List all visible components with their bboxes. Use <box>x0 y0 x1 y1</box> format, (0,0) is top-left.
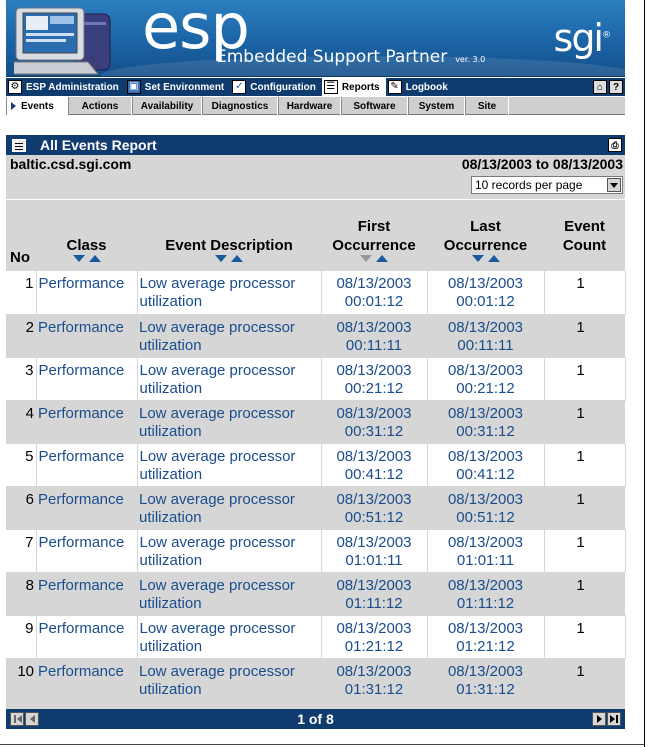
first-occurrence-time: 00:51:12 <box>344 508 404 526</box>
esp-tagline <box>216 47 485 67</box>
sort-ascending-icon[interactable] <box>488 255 500 262</box>
event-class-link[interactable]: Performance <box>36 271 137 314</box>
table-row <box>6 271 625 314</box>
report-titlebar <box>6 135 625 155</box>
nav-esp-administration[interactable] <box>6 78 125 96</box>
column-first-occurrence <box>321 200 427 271</box>
print-icon[interactable]: ⎙ <box>608 138 622 152</box>
first-occurrence-date: 08/13/2003 <box>336 275 412 292</box>
event-class-link[interactable]: Performance <box>36 443 137 486</box>
event-count: 1 <box>544 443 625 486</box>
table-row <box>6 443 625 486</box>
column-description-label: Event Description <box>165 237 293 254</box>
last-occurrence-date: 08/13/2003 <box>447 275 524 292</box>
last-occurrence-date: 08/13/2003 <box>447 404 524 422</box>
event-class-link[interactable]: Performance <box>36 529 137 572</box>
date-range: 08/13/2003 to 08/13/2003 <box>461 156 623 172</box>
event-description-line-2: utilization <box>139 422 202 440</box>
first-occurrence-date: 08/13/2003 <box>336 318 412 336</box>
last-occurrence-link[interactable] <box>427 357 544 400</box>
column-last-occurrence <box>427 200 544 271</box>
first-occurrence-time: 01:11:12 <box>345 594 403 612</box>
event-class-link[interactable]: Performance <box>36 615 137 658</box>
event-class-link[interactable]: Performance <box>36 486 137 529</box>
tab-system[interactable]: System <box>408 97 465 115</box>
first-occurrence-link[interactable] <box>321 529 427 572</box>
first-page-button[interactable] <box>10 712 24 726</box>
event-description-link[interactable] <box>137 572 321 615</box>
event-description-line-2: utilization <box>139 594 202 612</box>
checkmark-icon: ✓ <box>232 80 246 94</box>
column-count-label-1: Event <box>564 218 605 235</box>
first-occurrence-link[interactable] <box>321 615 427 658</box>
column-first-label-1: First <box>357 218 391 235</box>
chevron-down-icon[interactable] <box>607 178 621 192</box>
event-count: 1 <box>544 400 625 443</box>
table-header-row <box>6 200 625 271</box>
event-count: 1 <box>544 615 625 658</box>
row-number: 1 <box>6 271 36 314</box>
event-count: 1 <box>544 271 625 314</box>
first-occurrence-date: 08/13/2003 <box>336 447 412 465</box>
description-sort-controls <box>137 255 321 267</box>
event-description-line-1: Low average processor <box>139 404 295 422</box>
table-row <box>6 486 625 529</box>
last-occurrence-time: 00:51:12 <box>456 508 515 526</box>
row-number: 4 <box>6 400 36 443</box>
nav-reports[interactable] <box>322 78 386 96</box>
sort-ascending-icon[interactable] <box>89 255 101 262</box>
column-event-count <box>544 200 625 271</box>
first-occurrence-time: 00:31:12 <box>344 422 404 440</box>
first-occurrence-time: 01:01:11 <box>345 551 403 569</box>
last-occurrence-link[interactable] <box>427 572 544 615</box>
nav-label: Logbook <box>405 81 448 93</box>
nav-configuration[interactable] <box>230 78 322 96</box>
last-occurrence-time: 01:11:12 <box>456 594 515 612</box>
last-occurrence-time: 00:11:11 <box>457 336 514 354</box>
tab-availability[interactable]: Availability <box>132 97 202 115</box>
logbook-icon: ✎ <box>388 80 402 94</box>
nav-logbook[interactable] <box>386 78 454 96</box>
event-description-link[interactable] <box>137 314 321 357</box>
last-occurrence-date: 08/13/2003 <box>447 662 524 680</box>
first-occurrence-date: 08/13/2003 <box>336 619 412 637</box>
event-count: 1 <box>544 572 625 615</box>
last-occurrence-link[interactable] <box>427 271 544 314</box>
column-no-label: No <box>10 249 30 266</box>
events-table <box>6 200 626 702</box>
last-occurrence-date: 08/13/2003 <box>447 533 524 551</box>
last-occurrence-date: 08/13/2003 <box>447 576 524 594</box>
event-description-line-1: Low average processor <box>139 619 296 637</box>
table-row <box>6 615 625 658</box>
column-first-label-2: Occurrence <box>332 237 416 254</box>
sub-navigation <box>6 97 625 115</box>
first-occurrence-time: 00:01:12 <box>344 293 404 310</box>
table-row <box>6 314 625 357</box>
sort-ascending-icon[interactable] <box>231 255 243 262</box>
event-description-line-1: Low average processor <box>139 275 296 292</box>
event-description-line-1: Low average processor <box>139 318 295 336</box>
first-occurrence-link[interactable] <box>321 572 427 615</box>
first-occurrence-link[interactable] <box>321 314 427 357</box>
tab-site[interactable]: Site <box>465 97 509 115</box>
last-occurrence-link[interactable] <box>427 486 544 529</box>
page-indicator: 1 of 8 <box>297 711 334 727</box>
event-description-line-2: utilization <box>139 680 202 698</box>
event-description-line-2: utilization <box>139 508 202 526</box>
row-number: 3 <box>6 357 36 400</box>
table-row <box>6 658 625 701</box>
event-description-link[interactable] <box>137 400 321 443</box>
tab-software[interactable]: Software <box>341 97 408 115</box>
admin-icon: ⚙ <box>8 80 22 94</box>
row-number: 2 <box>6 314 36 357</box>
first-occurrence-time: 00:41:12 <box>344 465 404 483</box>
row-number: 9 <box>6 615 36 658</box>
pagination-bar <box>6 709 625 729</box>
first-occurrence-date: 08/13/2003 <box>336 490 412 508</box>
first-occurrence-time: 01:31:12 <box>344 680 404 698</box>
tagline-text: Embedded Support Partner <box>216 47 448 67</box>
last-occurrence-time: 01:01:11 <box>456 551 515 569</box>
sort-descending-icon[interactable] <box>360 255 372 262</box>
window-right-edge <box>644 0 649 747</box>
row-number: 6 <box>6 486 36 529</box>
column-description <box>137 200 321 271</box>
sgi-logo <box>554 16 611 60</box>
event-description-line-2: utilization <box>139 336 202 354</box>
top-navigation <box>6 78 625 96</box>
event-description-line-1: Low average processor <box>139 662 295 680</box>
subnav-filler <box>509 97 625 114</box>
first-occurrence-date: 08/13/2003 <box>336 576 412 594</box>
column-class-label: Class <box>66 237 107 254</box>
report-icon: ☰ <box>324 80 338 94</box>
first-occurrence-time: 01:21:12 <box>344 637 404 655</box>
event-description-line-2: utilization <box>139 293 203 310</box>
tab-hardware[interactable]: Hardware <box>278 97 341 115</box>
row-number: 10 <box>6 658 36 701</box>
event-class-link[interactable]: Performance <box>36 314 137 357</box>
report-info-row <box>6 155 625 173</box>
next-page-button[interactable] <box>592 712 606 726</box>
column-no <box>6 200 36 271</box>
environment-icon: ▣ <box>127 80 141 94</box>
sort-ascending-icon[interactable] <box>376 255 388 262</box>
last-occurrence-link[interactable] <box>427 615 544 658</box>
class-sort-controls <box>36 255 137 267</box>
table-row <box>6 529 625 572</box>
event-description-link[interactable] <box>137 529 321 572</box>
records-per-page-select[interactable] <box>471 176 623 194</box>
event-description-link[interactable] <box>137 271 321 314</box>
sort-descending-icon[interactable] <box>472 255 484 262</box>
column-last-label-2: Occurrence <box>443 237 528 254</box>
table-row <box>6 572 625 615</box>
event-description-line-1: Low average processor <box>139 447 296 465</box>
sort-descending-icon[interactable] <box>73 255 85 262</box>
event-count: 1 <box>544 486 625 529</box>
report-title: All Events Report <box>40 137 157 153</box>
events-table-body <box>6 271 625 701</box>
last-occurrence-link[interactable] <box>427 314 544 357</box>
first-occurrence-date: 08/13/2003 <box>336 361 412 379</box>
event-description-line-2: utilization <box>139 465 203 483</box>
last-sort-controls <box>427 255 544 267</box>
event-description-link[interactable] <box>137 357 321 400</box>
first-occurrence-time: 00:11:11 <box>345 336 403 354</box>
count-sort-spacer <box>544 255 625 267</box>
last-occurrence-date: 08/13/2003 <box>447 619 524 637</box>
sort-descending-icon[interactable] <box>215 255 227 262</box>
event-description-link[interactable] <box>137 615 321 658</box>
first-occurrence-link[interactable] <box>321 357 427 400</box>
event-count: 1 <box>544 529 625 572</box>
last-occurrence-date: 08/13/2003 <box>447 447 524 465</box>
tab-events[interactable]: Events <box>6 97 68 115</box>
esp-wordmark: esp <box>142 0 249 63</box>
event-count: 1 <box>544 314 625 357</box>
last-occurrence-date: 08/13/2003 <box>447 361 524 379</box>
last-occurrence-link[interactable] <box>427 529 544 572</box>
first-sort-controls <box>321 255 427 267</box>
nav-set-environment[interactable] <box>125 78 230 96</box>
event-class-link[interactable]: Performance <box>36 400 137 443</box>
first-occurrence-time: 00:21:12 <box>344 379 404 397</box>
tab-diagnostics[interactable]: Diagnostics <box>202 97 278 115</box>
window-bottom-edge <box>0 744 644 745</box>
report-panel <box>6 135 625 729</box>
event-class-link[interactable]: Performance <box>36 357 137 400</box>
column-count-label-2: Count <box>562 237 607 254</box>
row-number: 5 <box>6 443 36 486</box>
event-count: 1 <box>544 658 625 701</box>
records-row <box>6 173 625 199</box>
last-occurrence-time: 00:41:12 <box>456 465 515 483</box>
event-description-link[interactable] <box>137 443 321 486</box>
report-list-icon <box>12 139 26 152</box>
event-description-line-2: utilization <box>139 637 203 655</box>
last-occurrence-time: 01:31:12 <box>456 680 515 698</box>
event-class-link[interactable]: Performance <box>36 658 137 701</box>
row-number: 7 <box>6 529 36 572</box>
nav-label: Reports <box>341 81 380 93</box>
row-number: 8 <box>6 572 36 615</box>
last-occurrence-link[interactable] <box>427 658 544 701</box>
first-occurrence-date: 08/13/2003 <box>336 404 412 422</box>
sgi-logo-text: sgi <box>553 16 602 60</box>
event-description-line-1: Low average processor <box>139 576 295 594</box>
event-description-line-1: Low average processor <box>139 361 296 379</box>
event-count: 1 <box>544 357 625 400</box>
previous-page-button[interactable] <box>25 712 39 726</box>
last-occurrence-time: 00:21:12 <box>456 379 515 397</box>
last-occurrence-link[interactable] <box>427 400 544 443</box>
table-row <box>6 400 625 443</box>
records-per-page-value: 10 records per page <box>475 178 583 192</box>
last-page-button[interactable] <box>607 712 621 726</box>
nav-label: ESP Administration <box>26 81 119 93</box>
last-occurrence-date: 08/13/2003 <box>447 318 524 336</box>
last-occurrence-time: 00:31:12 <box>456 422 515 440</box>
event-description-line-2: utilization <box>139 551 203 569</box>
nav-label: Set Environment <box>144 81 225 93</box>
table-row <box>6 357 625 400</box>
column-last-label-1: Last <box>470 218 501 235</box>
tab-actions[interactable]: Actions <box>68 97 132 115</box>
event-description-line-1: Low average processor <box>139 490 295 508</box>
last-occurrence-time: 01:21:12 <box>456 637 515 655</box>
first-occurrence-link[interactable] <box>321 400 427 443</box>
registered-mark: ® <box>602 30 611 41</box>
first-occurrence-date: 08/13/2003 <box>336 533 412 551</box>
column-class <box>36 200 137 271</box>
event-description-link[interactable] <box>137 658 321 701</box>
last-occurrence-date: 08/13/2003 <box>447 490 524 508</box>
event-class-link[interactable]: Performance <box>36 572 137 615</box>
event-description-line-2: utilization <box>139 379 203 397</box>
event-description-link[interactable] <box>137 486 321 529</box>
first-occurrence-date: 08/13/2003 <box>336 662 412 680</box>
version-label: ver. 3.0 <box>455 55 486 64</box>
host-name: baltic.csd.sgi.com <box>10 156 132 172</box>
last-occurrence-link[interactable] <box>427 443 544 486</box>
home-icon[interactable]: ⌂ <box>593 80 607 94</box>
help-button[interactable]: ? <box>609 80 623 94</box>
workstation-monitor-icon <box>14 4 132 76</box>
nav-label: Configuration <box>250 81 316 93</box>
first-occurrence-link[interactable] <box>321 658 427 701</box>
last-occurrence-time: 00:01:12 <box>456 293 515 310</box>
first-occurrence-link[interactable] <box>321 443 427 486</box>
esp-banner <box>6 0 625 77</box>
first-occurrence-link[interactable] <box>321 271 427 314</box>
event-description-line-1: Low average processor <box>139 533 296 551</box>
first-occurrence-link[interactable] <box>321 486 427 529</box>
